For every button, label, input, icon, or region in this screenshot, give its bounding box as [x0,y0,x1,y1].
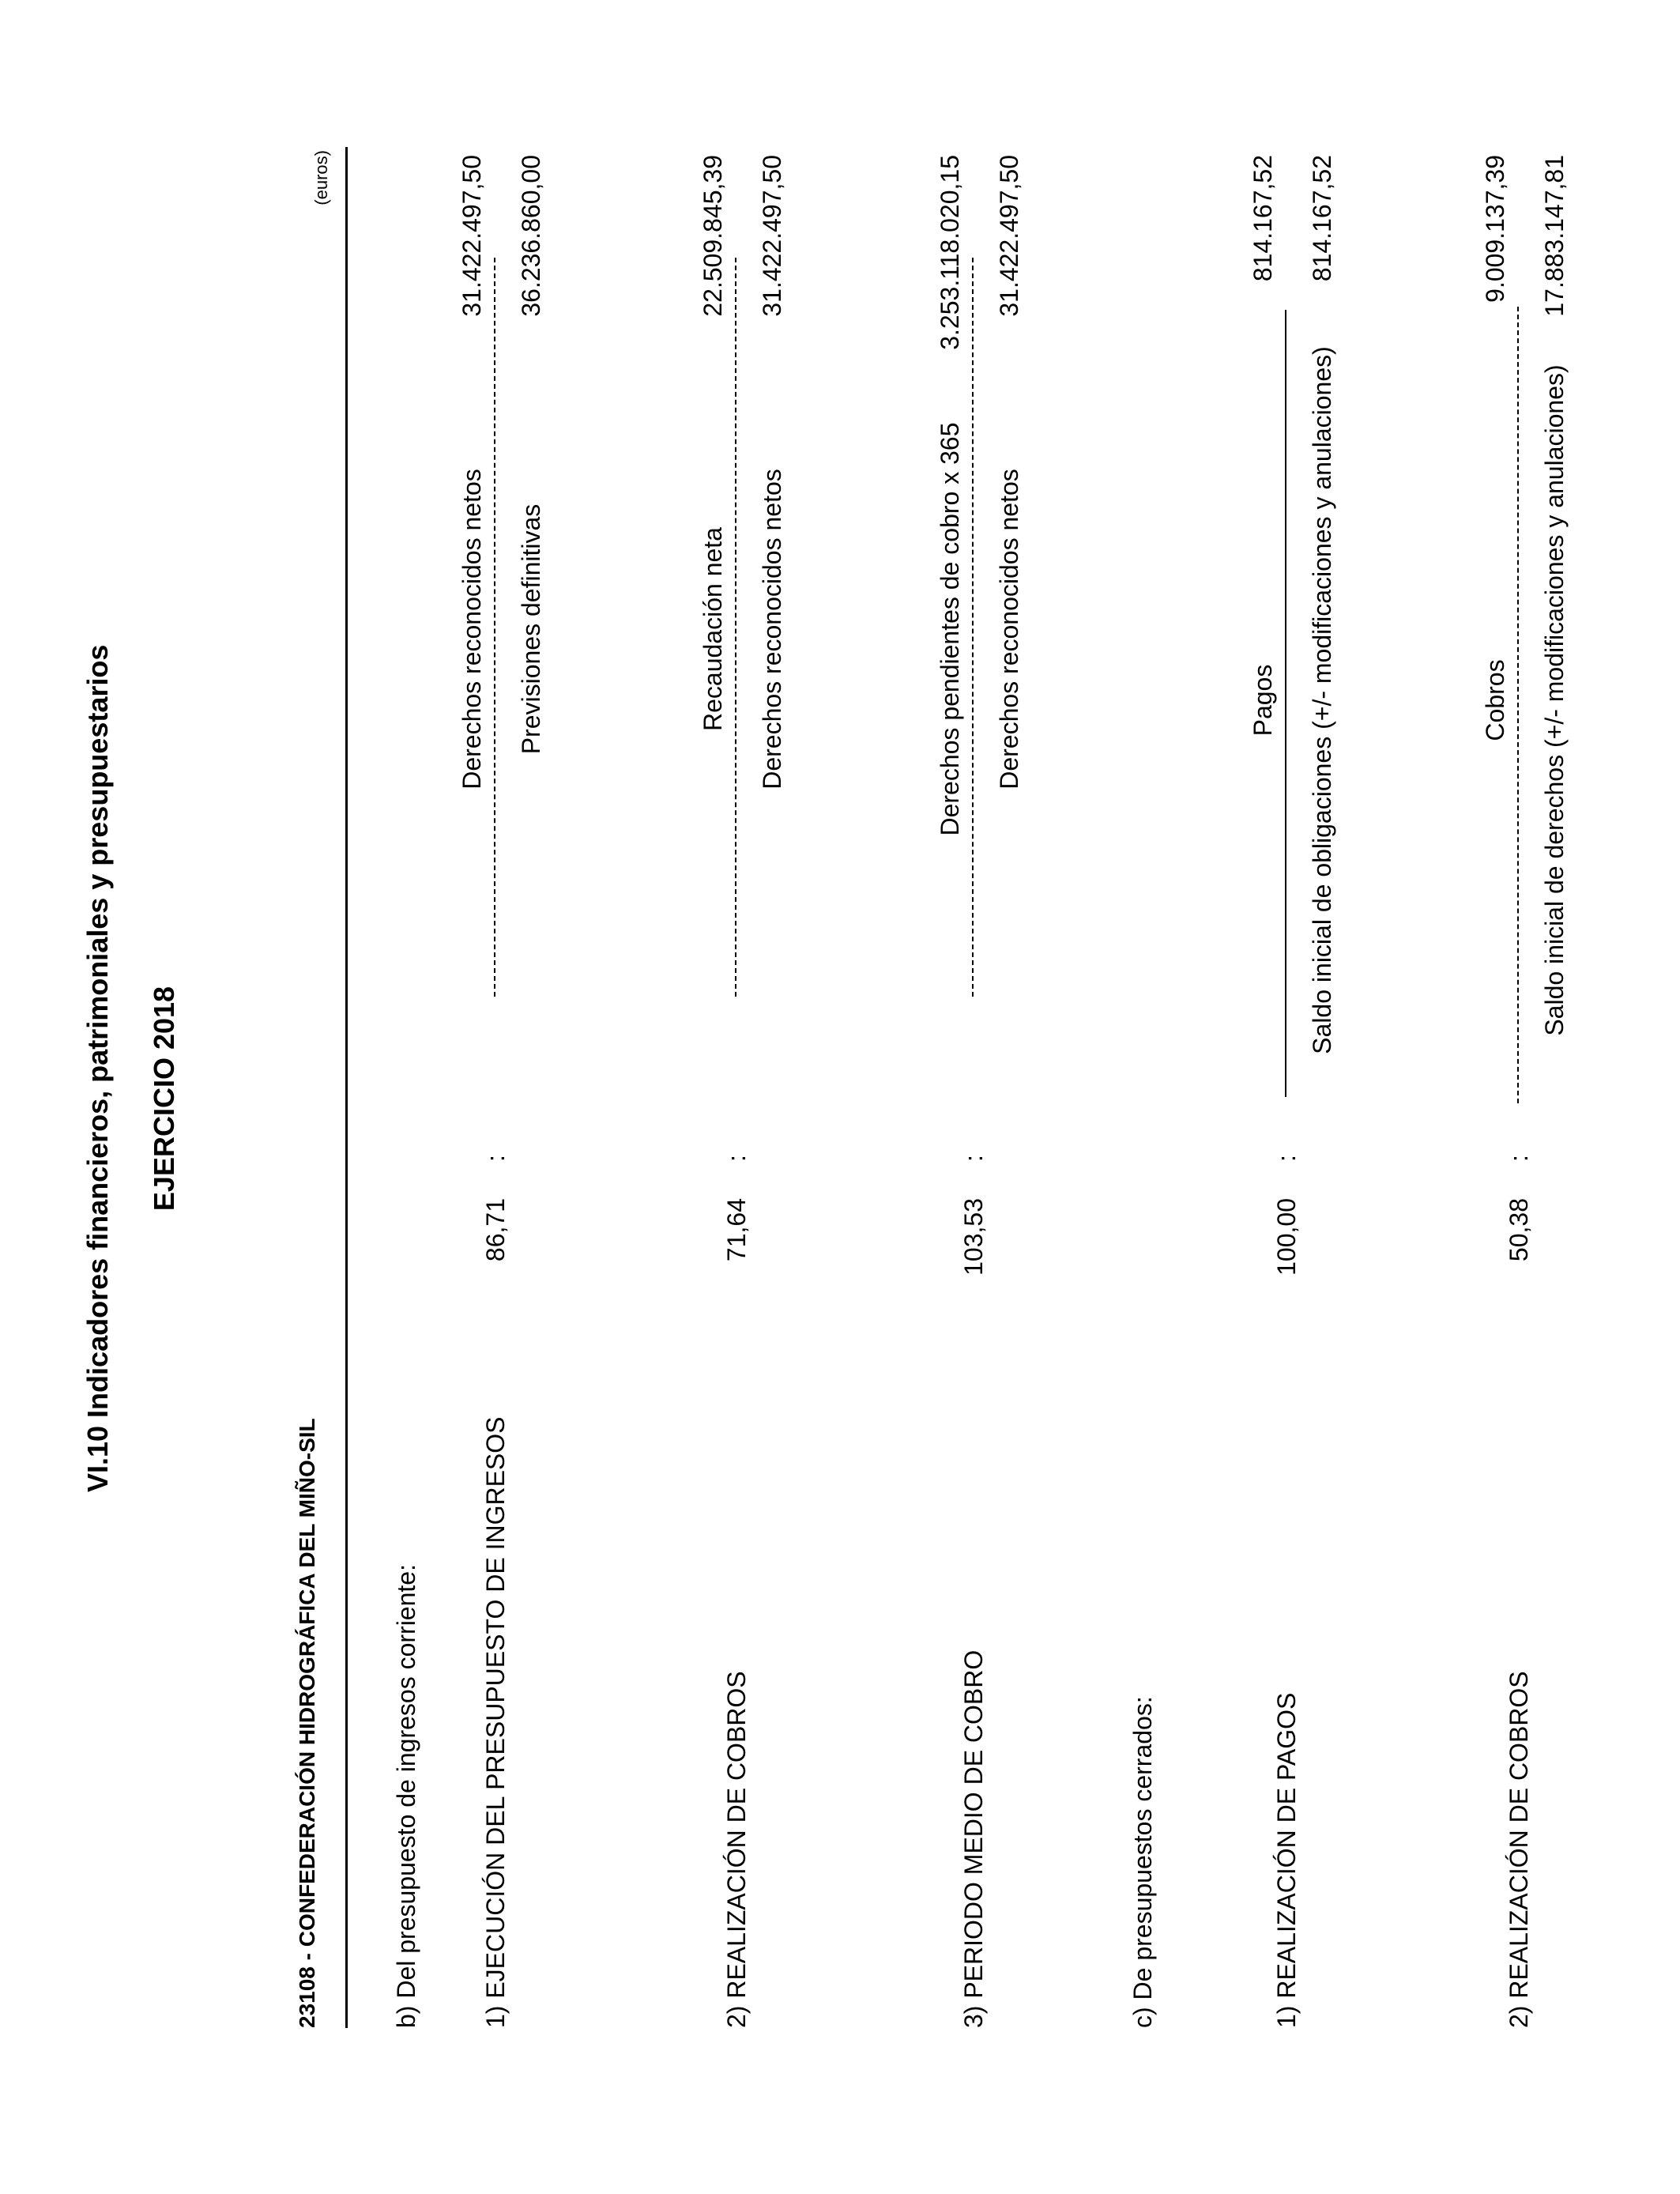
indicator-label: 1) REALIZACIÓN DE PAGOS [1272,1692,1301,2028]
exercise-label: EJERCICIO 2018 [148,986,180,1212]
numerator-value: 22.509.845,39 [699,155,727,317]
denominator-value: 17.883.147,81 [1540,155,1569,317]
denominator-value: 31.422.497,50 [758,155,786,317]
indicator-label: 2) REALIZACIÓN DE COBROS [1505,1671,1533,2028]
entity-name: 23108 - CONFEDERACIÓN HIDROGRÁFICA DEL MIÑO-SIL [295,1418,319,2028]
indicator-value: 71,64 [722,1198,751,1262]
section-c-heading: c) De presupuestos cerrados: [1128,1696,1157,2028]
indicator-colon: : [481,1155,510,1162]
denominator-value: 36.236.860,00 [517,155,545,317]
numerator-value: 3.253.118.020,15 [936,155,964,350]
indicator-value: 103,53 [959,1198,988,1276]
denominator-label: Derechos reconocidos netos [758,469,786,790]
indicator-label: 2) REALIZACIÓN DE COBROS [722,1671,751,2028]
fraction-line [972,258,974,997]
units-label: (euros) [311,150,331,205]
numerator-label: Derechos reconocidos netos [458,469,486,790]
indicator-colon: : [959,1155,988,1162]
denominator-label: Derechos reconocidos netos [995,469,1023,790]
indicator-colon: : [1272,1155,1301,1162]
denominator-label: Previsiones definitivas [517,503,545,755]
numerator-value: 9.009.137,39 [1481,155,1509,303]
denominator-label: Saldo inicial de obligaciones (+/- modificaciones y anulaciones) [1308,346,1336,1054]
fraction-line [1285,310,1286,1097]
indicator-colon: : [722,1155,751,1162]
report-title: VI.10 Indicadores financieros, patrimoniales y presupuestarios [81,644,114,1492]
indicator-label: 1) EJECUCIÓN DEL PRESUPUESTO DE INGRESOS [481,1416,510,2028]
indicator-value: 100,00 [1272,1198,1301,1276]
numerator-value: 31.422.497,50 [458,155,486,317]
numerator-value: 814.167,52 [1249,155,1277,282]
fraction-line [1517,307,1519,1103]
numerator-label: Pagos [1249,664,1277,737]
numerator-label: Recaudación neta [699,527,727,731]
numerator-label: Cobros [1481,659,1509,741]
indicator-value: 86,71 [481,1198,510,1262]
section-b-heading: b) Del presupuesto de ingresos corriente: [392,1564,420,2028]
denominator-label: Saldo inicial de derechos (+/- modificaciones y anulaciones) [1540,364,1569,1036]
fraction-line [735,258,736,997]
numerator-label: Derechos pendientes de cobro x 365 [936,422,964,836]
denominator-value: 814.167,52 [1308,155,1336,282]
indicator-value: 50,38 [1505,1198,1533,1262]
header-rule [345,147,348,2028]
indicator-label: 3) PERIODO MEDIO DE COBRO [959,1649,988,2028]
fraction-line [494,258,495,997]
denominator-value: 31.422.497,50 [995,155,1023,317]
indicator-colon: : [1505,1155,1533,1162]
